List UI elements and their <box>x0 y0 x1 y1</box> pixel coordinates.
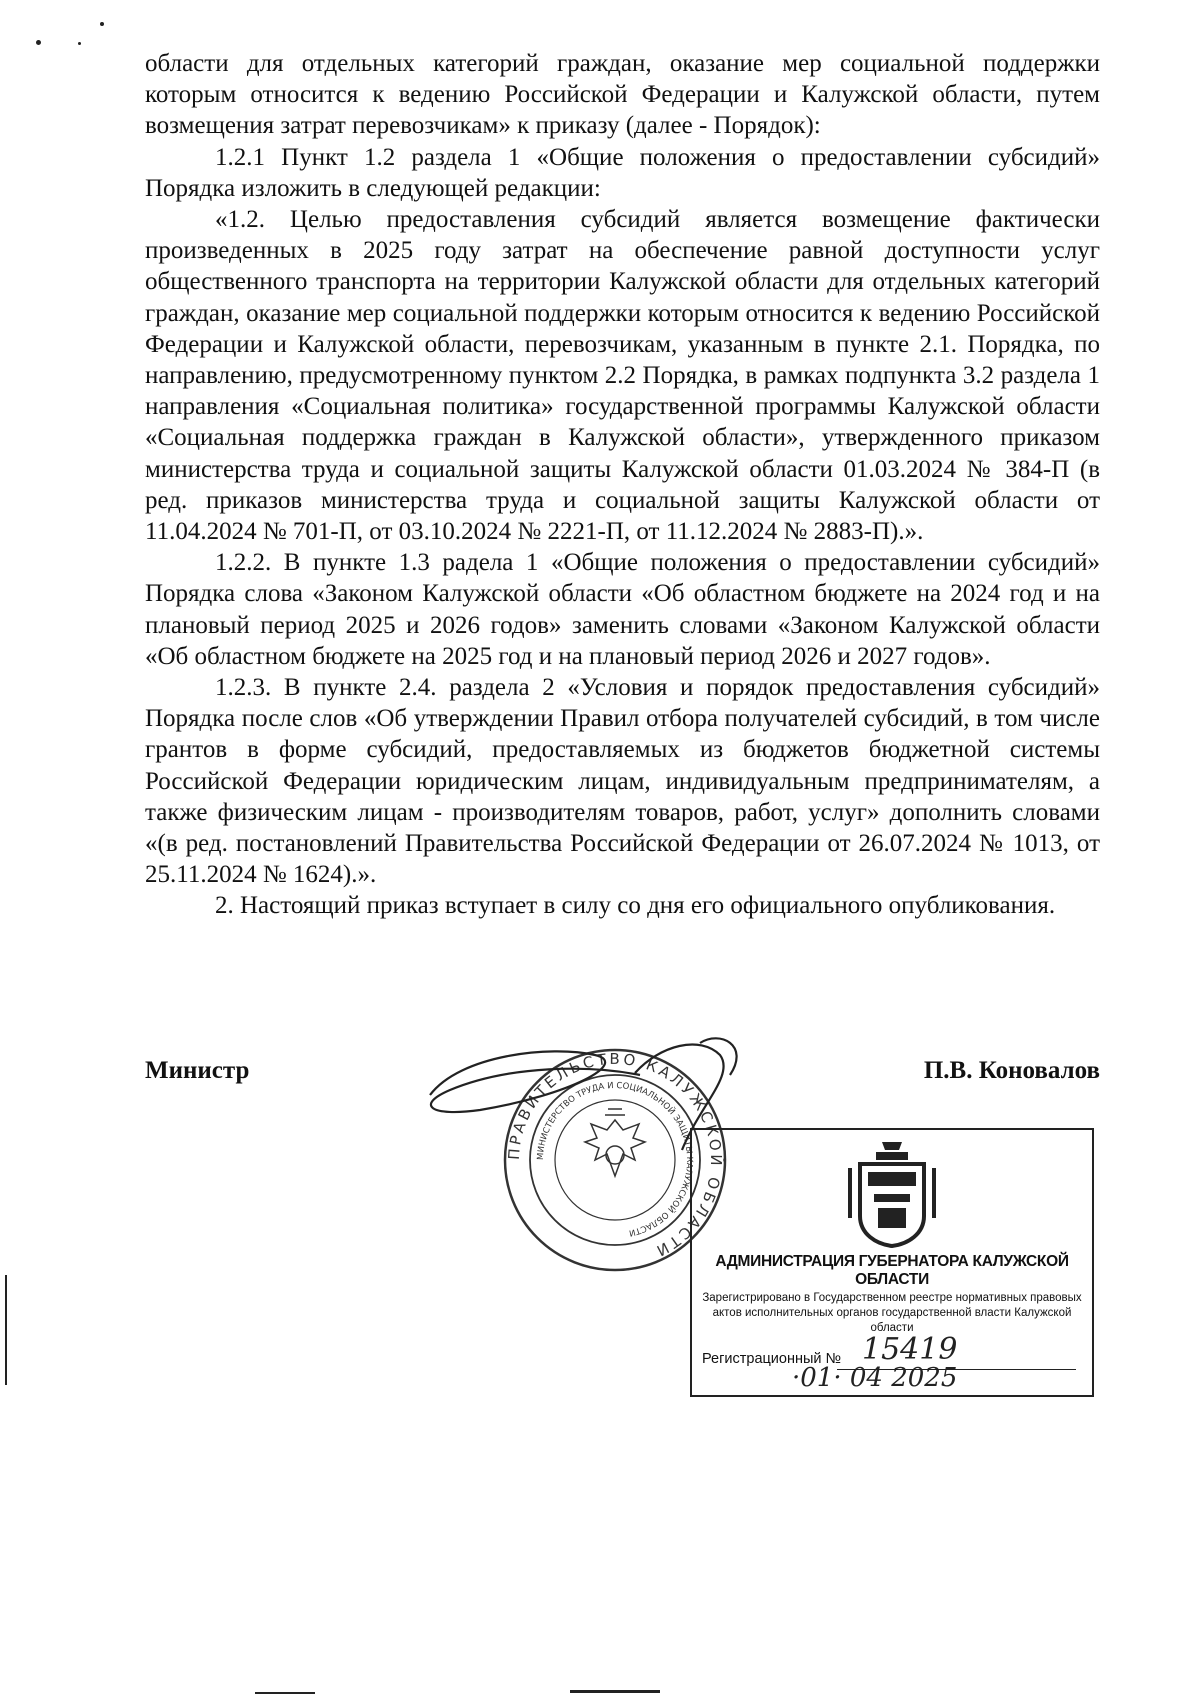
scan-artifact-dot <box>100 22 104 26</box>
paragraph-intro: области для отдельных категорий граждан, оказание мер социальной поддержки которым относится к ведению Российской Федерации и Калужской области, путем возмещения затрат перевозчикам» к приказу (далее - Порядок): <box>145 50 1100 140</box>
scan-artifact-line <box>570 1690 660 1693</box>
registration-date-value: ·01· 04 2025 <box>792 1363 958 1393</box>
registration-number-value: 15419 <box>862 1332 958 1367</box>
scan-artifact-dot <box>36 40 41 45</box>
signatory-position: Министр <box>145 1057 250 1084</box>
stamp-note: Зарегистрировано в Государственном реестре нормативных правовых актов исполнительных органов государственной власти Калужской области <box>702 1292 1082 1334</box>
registration-stamp <box>690 1128 1094 1397</box>
paragraph-2: 2. Настоящий приказ вступает в силу со дня его официального опубликования. <box>215 892 1056 920</box>
scan-artifact-line <box>5 1275 7 1385</box>
seal-inner-text: МИНИСТЕРСТВО ТРУДА И СОЦИАЛЬНОЙ ЗАЩИТЫ КАЛУЖСКОЙ ОБЛАСТИ <box>535 1080 695 1238</box>
registration-number-label: Регистрационный № <box>702 1351 842 1367</box>
document-body <box>145 48 1100 922</box>
stamp-title: АДМИНИСТРАЦИЯ ГУБЕРНАТОРА КАЛУЖСКОЙ ОБЛАСТИ <box>715 1253 1069 1288</box>
paragraph-1-2-1: 1.2.1 Пункт 1.2 раздела 1 «Общие положения о предоставлении субсидий» Порядка изложить в следующей редакции: <box>145 143 1100 202</box>
paragraph-1-2-2: 1.2.2. В пункте 1.3 радела 1 «Общие положения о предоставлении субсидий» Порядка слова «Законом Калужской области «Об областном бюджете на 2024 год и на плановый период 2025 и 2026 годов» заменить словами «Законом Калужской области «Об областном бюджете на 2025 год и на плановый период 2026 и 2027 годов». <box>145 549 1100 670</box>
paragraph-1-2-text: «1.2. Целью предоставления субсидий является возмещение фактически произведенных в 2025 году затрат на обеспечение равной доступности услуг общественного транспорта на территории Калужской области для отдельных категорий граждан, оказание мер социальной поддержки которым относится к ведению Российской Федерации и Калужской области, перевозчикам, указанным в пункте 2.1. Порядка, по направлению, предусмотренному пунктом 2.2 Порядка, в рамках подпункта 3.2 раздела 1 направления «Социальная политика» государственной программы Калужской области «Социальная поддержка граждан в Калужской области», утвержденного приказом министерства труда и социальной защиты Калужской области 01.03.2024 № 384-П (в ред. приказов министерства труда и социальной защиты Калужской области от 11.04.2024 № 701-П, от 03.10.2024 № 2221-П, от 11.12.2024 № 2883-П).». <box>145 206 1100 546</box>
scan-artifact-dot <box>78 42 81 45</box>
paragraph-1-2-3: 1.2.3. В пункте 2.4. раздела 2 «Условия и порядок предоставления субсидий» Порядка после слов «Об утверждении Правил отбора получателей субсидий, в том числе грантов в форме субсидий, предоставляемых из бюджетов бюджетной системы Российской Федерации юридическим лицам, индивидуальным предпринимателям, а также физическим лицам - производителям товаров, работ, услуг» дополнить словами «(в ред. постановлений Правительства Российской Федерации от 26.07.2024 № 1013, от 25.11.2024 № 1624).». <box>145 674 1100 889</box>
coat-of-arms-icon <box>844 1138 940 1250</box>
seal-outer-text: ПРАВИТЕЛЬСТВО КАЛУЖСКОЙ ОБЛАСТИ <box>504 1049 726 1261</box>
scan-artifact-line <box>255 1692 315 1694</box>
signatory-name: П.В. Коновалов <box>923 1057 1100 1084</box>
